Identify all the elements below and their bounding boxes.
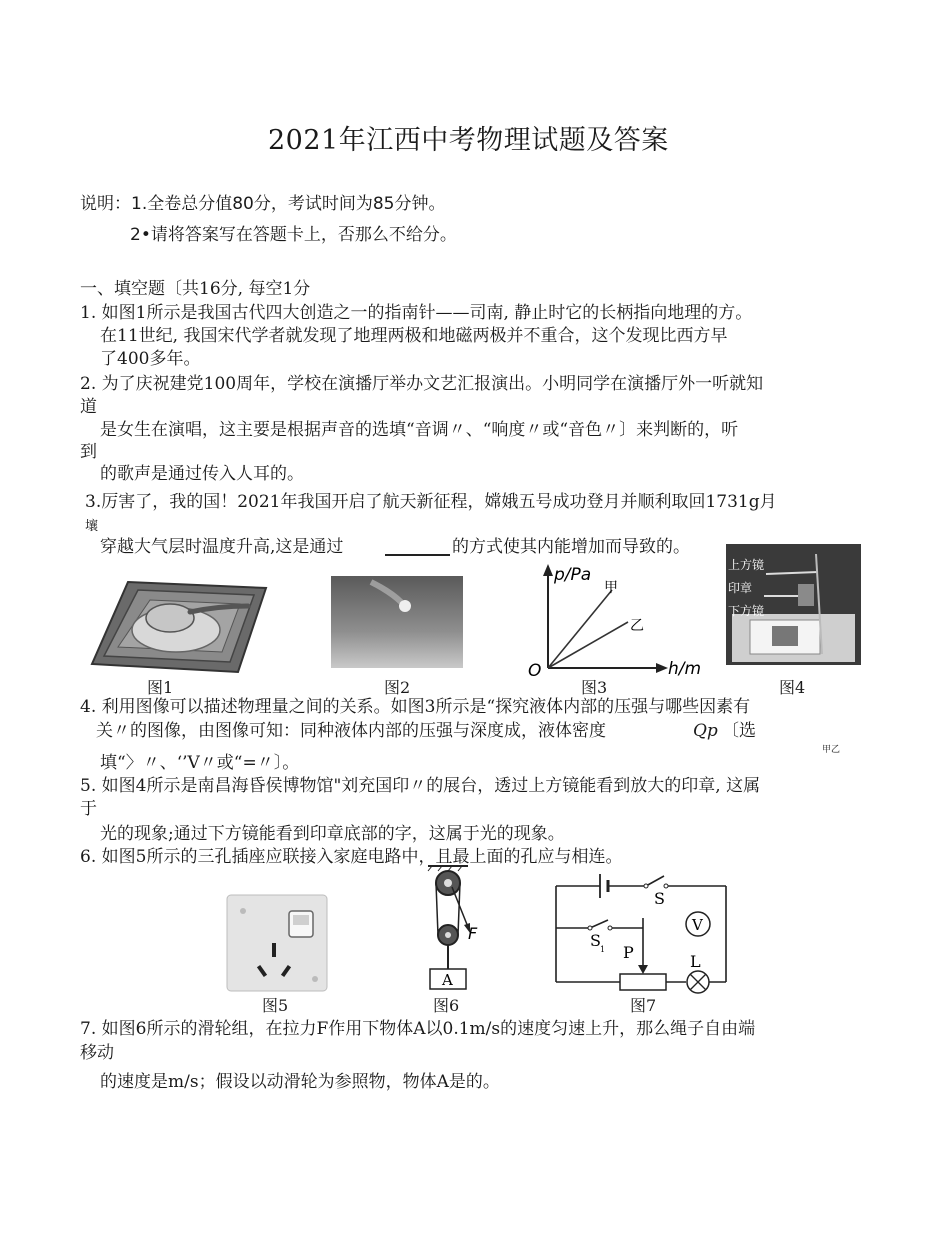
q6-line-1: 6. 如图5所示的三孔插座应联接入家庭电路中，且最上面的孔应与相连。 xyxy=(80,847,623,867)
fig4-label-top: 上方镜 xyxy=(728,558,765,572)
q3-blank xyxy=(385,554,450,556)
q7-line-3: 的速度是m/s；假设以动滑轮为参照物，物体A是的。 xyxy=(100,1072,500,1092)
q1-line-3: 了400多年。 xyxy=(100,349,201,369)
q4-line-2-end: 〔选 xyxy=(722,721,756,741)
fig7-switch-s1: S xyxy=(590,931,601,950)
fig6-force-label: F xyxy=(468,924,478,943)
fig5-caption: 图5 xyxy=(262,996,289,1015)
q3-line-3a: 穿越大气层时温度升高,这是通过 xyxy=(100,537,344,557)
q4-line-1: 4. 利用图像可以描述物理量之间的关系。如图3所示是“探究液体内部的压强与哪些因素有 xyxy=(80,697,751,717)
q5-line-2: 于 xyxy=(80,799,97,819)
q2-line-5: 的歌声是通过传入人耳的。 xyxy=(100,464,304,484)
q3-line-2: 壤 xyxy=(85,519,99,534)
note-line-2: 2•请将答案写在答题卡上，否那么不给分。 xyxy=(130,225,457,245)
q1-line-1: 1. 如图1所示是我国古代四大创造之一的指南针——司南, 静止时它的长柄指向地理的方。 xyxy=(80,303,753,323)
fig7-switch-s1-sub: 1 xyxy=(600,945,606,954)
fig4-caption: 图4 xyxy=(779,678,806,697)
fig3-x-label: h/m xyxy=(668,659,702,679)
q5-line-1: 5. 如图4所示是南昌海昏侯博物馆"刘充国印〃的展台，透过上方镜能看到放大的印章, 这属 xyxy=(80,776,761,796)
fig3-line-a xyxy=(548,590,612,668)
q4-line-2: 关〃的图像，由图像可知：同种液体内部的压强与深度成，液体密度 xyxy=(96,721,606,741)
q3-line-3b: 的方式使其内能增加而导致的。 xyxy=(452,537,690,557)
fig2-reentry-image xyxy=(331,576,463,668)
fig3-pressure-graph xyxy=(520,560,702,681)
q4-rho-symbol: Qp xyxy=(693,721,718,741)
q4-line-3: 填“〉〃、‘’V〃或“=〃〕。 xyxy=(100,753,300,773)
q2-line-2: 道 xyxy=(80,397,97,417)
fig7-meter-label: V xyxy=(692,916,703,934)
fig6-pulley-diagram xyxy=(420,863,490,993)
fig3-line-b-label: 乙 xyxy=(630,618,644,634)
fig1-caption: 图1 xyxy=(147,678,174,697)
q4-subscript: 甲乙 xyxy=(822,745,841,755)
q1-line-2: 在11世纪, 我国宋代学者就发现了地理两极和地磁两极并不重合，这个发现比西方早 xyxy=(100,326,728,346)
fig1-compass-image xyxy=(88,576,270,676)
q2-line-3: 是女生在演唱，这主要是根据声音的选填“音调〃、“响度〃或“音色〃〕来判断的，听 xyxy=(100,420,739,440)
fig3-origin: O xyxy=(528,661,542,681)
q3-line-1: 3.厉害了，我的国！2021年我国开启了航天新征程，嫦娥五号成功登月并顺利取回1731g月 xyxy=(85,492,777,512)
fig4-exhibit-image xyxy=(726,544,861,665)
note-line-1: 说明：1.全卷总分值80分，考试时间为85分钟。 xyxy=(80,194,446,214)
fig2-caption: 图2 xyxy=(384,678,411,697)
fig5-socket-image xyxy=(227,895,327,991)
fig3-line-a-label: 甲 xyxy=(604,580,618,596)
page-title: 2021年江西中考物理试题及答案 xyxy=(268,125,669,156)
fig6-block-label: A xyxy=(442,971,453,989)
fig4-label-bottom: 下方镜 xyxy=(728,604,765,618)
q2-line-4: 到 xyxy=(80,442,97,462)
q5-line-3: 光的现象;通过下方镜能看到印章底部的字，这属于光的现象。 xyxy=(100,824,565,844)
fig3-y-label: p/Pa xyxy=(554,565,592,585)
q7-line-1: 7. 如图6所示的滑轮组，在拉力F作用下物体A以0.1m/s的速度匀速上升，那么绳子自由端 xyxy=(80,1019,756,1039)
fig7-lamp-label: L xyxy=(690,952,701,971)
section-heading: 一、填空题〔共16分, 每空1分 xyxy=(80,279,311,299)
fig7-circuit-diagram xyxy=(550,866,732,992)
q2-line-1: 2. 为了庆祝建党100周年，学校在演播厅举办文艺汇报演出。小明同学在演播厅外一听就知 xyxy=(80,374,764,394)
fig4-label-mid: 印章 xyxy=(728,581,753,595)
fig7-slider-label: P xyxy=(623,943,634,962)
fig7-caption: 图7 xyxy=(630,996,657,1015)
fig6-caption: 图6 xyxy=(433,996,460,1015)
fig3-caption: 图3 xyxy=(581,678,608,697)
fig3-line-b xyxy=(548,622,628,668)
q7-line-2: 移动 xyxy=(80,1043,114,1063)
fig7-switch-s: S xyxy=(654,889,665,908)
